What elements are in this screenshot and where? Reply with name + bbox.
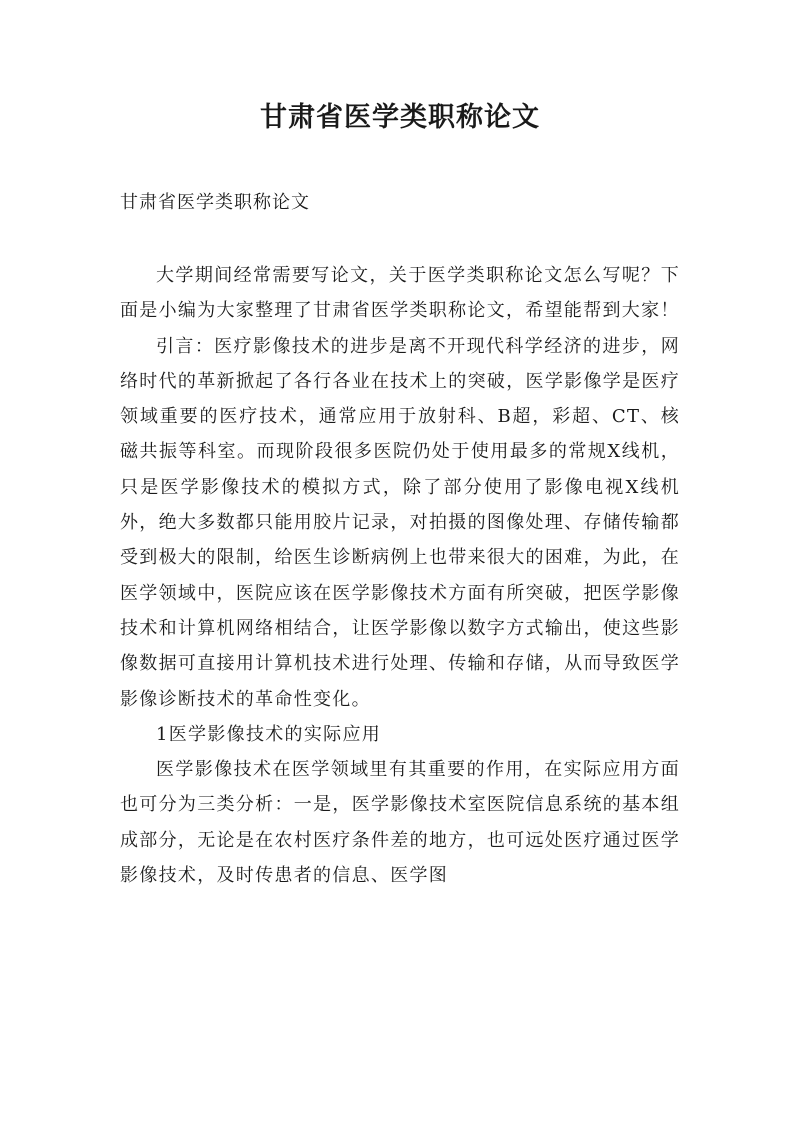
preface-paragraph: 引言：医疗影像技术的进步是离不开现代科学经济的进步，网络时代的革新掀起了各行各业在技术上的突破，医学影像学是医疗领域重要的医疗技术，通常应用于放射科、B超，彩超、CT、核磁共振等科室。而现阶段很多医院仍处于使用最多的常规X线机，只是医学影像技术的模拟方式，除了部分使用了影像电视X线机外，绝大多数都只能用胶片记录，对拍摄的图像处理、存储传输都受到极大的限制，给医生诊断病例上也带来很大的困难，为此，在医学领域中，医院应该在医学影像技术方面有所突破，把医学影像技术和计算机网络相结合，让医学影像以数字方式输出，使这些影像数据可直接用计算机技术进行处理、传输和存储，从而导致医学影像诊断技术的革命性变化。 xyxy=(120,335,680,710)
document-subtitle: 甘肃省医学类职称论文 xyxy=(120,192,310,213)
document-title: 甘肃省医学类职称论文 xyxy=(260,102,540,133)
intro-paragraph: 大学期间经常需要写论文，关于医学类职称论文怎么写呢？下面是小编为大家整理了甘肃省医学类职称论文，希望能帮到大家！ xyxy=(120,265,680,322)
section-paragraph: 医学影像技术在医学领域里有其重要的作用，在实际应用方面也可分为三类分析：一是，医学影像技术室医院信息系统的基本组成部分，无论是在农村医疗条件差的地方，也可远处医疗通过医学影像技术，及时传患者的信息、医学图 xyxy=(120,759,680,887)
document-body xyxy=(120,258,680,893)
section-heading: 1医学影像技术的实际应用 xyxy=(156,723,382,745)
